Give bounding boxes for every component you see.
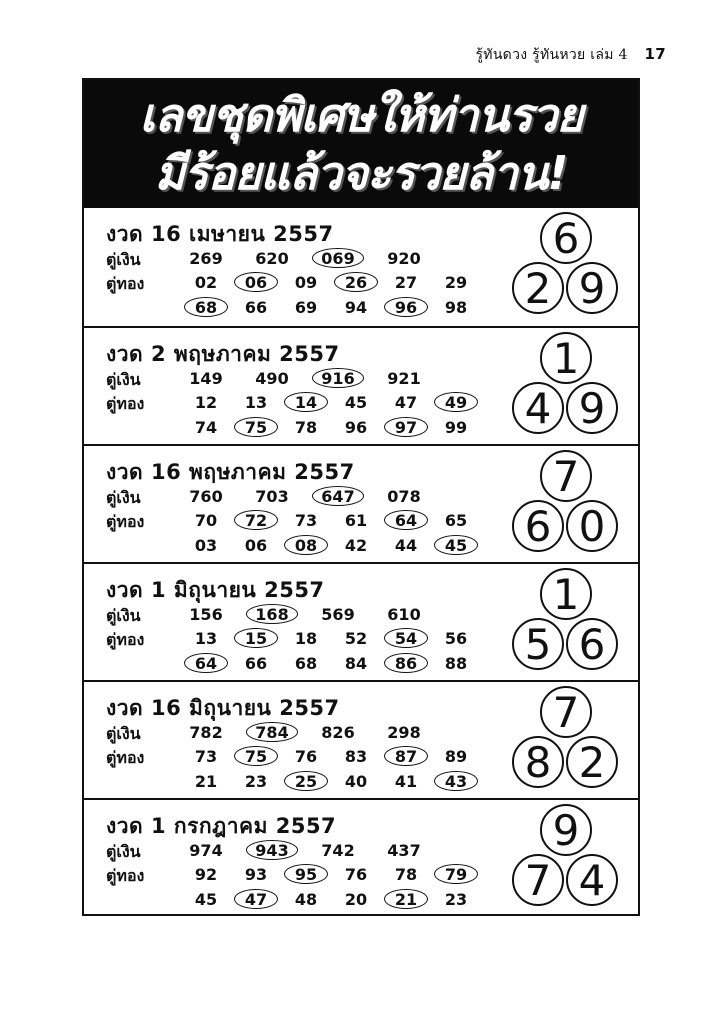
number: 703 (255, 487, 289, 506)
number: 45 (194, 890, 218, 909)
number: 269 (189, 249, 223, 268)
silver-label: ตู่เงิน (106, 488, 141, 507)
draw-block (84, 208, 638, 326)
number: 44 (394, 536, 418, 555)
triad-ball: 7 (540, 450, 592, 502)
triad-ball: 9 (540, 804, 592, 856)
number: 78 (394, 865, 418, 884)
banner-line-1: เลขชุดพิเศษให้ท่านรวย (139, 88, 583, 142)
banner-line-2: มีร้อยแล้วจะรวยล้าน! (154, 146, 568, 200)
number-triad (506, 804, 626, 914)
number: 03 (194, 536, 218, 555)
triad-ball: 7 (512, 854, 564, 906)
draw-title: งวด 16 พฤษภาคม 2557 (106, 460, 355, 484)
triad-ball: 9 (566, 382, 618, 434)
number: 974 (189, 841, 223, 860)
number: 69 (294, 298, 318, 317)
number: 12 (194, 393, 218, 412)
number: 826 (321, 723, 355, 742)
number: 078 (387, 487, 421, 506)
triad-ball: 1 (540, 568, 592, 620)
triad-ball: 5 (512, 618, 564, 670)
number: 83 (344, 747, 368, 766)
number: 76 (294, 747, 318, 766)
silver-label: ตู่เงิน (106, 250, 141, 269)
draw-title: งวด 1 กรกฎาคม 2557 (106, 814, 337, 838)
number: 93 (244, 865, 268, 884)
number: 298 (387, 723, 421, 742)
number: 27 (394, 273, 418, 292)
number: 61 (344, 511, 368, 530)
number: 96 (344, 418, 368, 437)
draw-block (84, 798, 638, 916)
number: 48 (294, 890, 318, 909)
triad-ball: 9 (566, 262, 618, 314)
circled-number: 47 (234, 889, 278, 909)
circled-number: 943 (246, 840, 298, 860)
triad-ball: 6 (540, 212, 592, 264)
number: 23 (244, 772, 268, 791)
gold-label: ตู่ทอง (106, 866, 145, 885)
circled-number: 21 (384, 889, 428, 909)
draw-title: งวด 2 พฤษภาคม 2557 (106, 342, 340, 366)
number: 47 (394, 393, 418, 412)
triad-ball: 0 (566, 500, 618, 552)
page-header (475, 44, 666, 66)
circled-number: 069 (312, 248, 364, 268)
draw-block (84, 680, 638, 798)
number: 70 (194, 511, 218, 530)
draw-list (84, 208, 638, 916)
circled-number: 08 (284, 535, 328, 555)
number: 66 (244, 654, 268, 673)
number: 42 (344, 536, 368, 555)
number: 88 (444, 654, 468, 673)
draw-block (84, 562, 638, 680)
circled-number: 72 (234, 510, 278, 530)
number: 569 (321, 605, 355, 624)
circled-number: 45 (434, 535, 478, 555)
triad-ball: 6 (566, 618, 618, 670)
number: 920 (387, 249, 421, 268)
number: 56 (444, 629, 468, 648)
circled-number: 54 (384, 628, 428, 648)
number: 73 (194, 747, 218, 766)
circled-number: 75 (234, 746, 278, 766)
draw-block (84, 444, 638, 562)
circled-number: 87 (384, 746, 428, 766)
circled-number: 68 (184, 297, 228, 317)
number-triad (506, 332, 626, 442)
circled-number: 79 (434, 864, 478, 884)
triad-ball: 1 (540, 332, 592, 384)
number: 18 (294, 629, 318, 648)
triad-ball: 4 (512, 382, 564, 434)
number: 13 (244, 393, 268, 412)
triad-ball: 6 (512, 500, 564, 552)
circled-number: 75 (234, 417, 278, 437)
circled-number: 25 (284, 771, 328, 791)
number: 13 (194, 629, 218, 648)
number: 21 (194, 772, 218, 791)
circled-number: 86 (384, 653, 428, 673)
circled-number: 647 (312, 486, 364, 506)
circled-number: 916 (312, 368, 364, 388)
number: 437 (387, 841, 421, 860)
number: 98 (444, 298, 468, 317)
triad-ball: 8 (512, 736, 564, 788)
triad-ball: 2 (566, 736, 618, 788)
number: 02 (194, 273, 218, 292)
number: 74 (194, 418, 218, 437)
number: 84 (344, 654, 368, 673)
number: 89 (444, 747, 468, 766)
number: 610 (387, 605, 421, 624)
number: 76 (344, 865, 368, 884)
gold-label: ตู่ทอง (106, 512, 145, 531)
silver-label: ตู่เงิน (106, 842, 141, 861)
silver-label: ตู่เงิน (106, 370, 141, 389)
gold-label: ตู่ทอง (106, 748, 145, 767)
number: 921 (387, 369, 421, 388)
draw-title: งวด 1 มิถุนายน 2557 (106, 578, 325, 602)
gold-label: ตู่ทอง (106, 394, 145, 413)
draw-title: งวด 16 มิถุนายน 2557 (106, 696, 340, 720)
number: 742 (321, 841, 355, 860)
silver-label: ตู่เงิน (106, 606, 141, 625)
draw-block (84, 326, 638, 444)
number: 156 (189, 605, 223, 624)
silver-label: ตู่เงิน (106, 724, 141, 743)
number: 09 (294, 273, 318, 292)
number: 78 (294, 418, 318, 437)
number: 68 (294, 654, 318, 673)
circled-number: 49 (434, 392, 478, 412)
number: 149 (189, 369, 223, 388)
number: 41 (394, 772, 418, 791)
number: 94 (344, 298, 368, 317)
number-triad (506, 450, 626, 560)
circled-number: 43 (434, 771, 478, 791)
number: 40 (344, 772, 368, 791)
circled-number: 784 (246, 722, 298, 742)
number: 23 (444, 890, 468, 909)
number: 29 (444, 273, 468, 292)
circled-number: 64 (384, 510, 428, 530)
gold-label: ตู่ทอง (106, 630, 145, 649)
circled-number: 14 (284, 392, 328, 412)
number: 66 (244, 298, 268, 317)
number-triad (506, 212, 626, 322)
circled-number: 64 (184, 653, 228, 673)
circled-number: 15 (234, 628, 278, 648)
number: 490 (255, 369, 289, 388)
book-title: รู้ทันดวง รู้ทันหวย เล่ม 4 (475, 47, 628, 63)
circled-number: 97 (384, 417, 428, 437)
gold-label: ตู่ทอง (106, 274, 145, 293)
circled-number: 06 (234, 272, 278, 292)
number: 20 (344, 890, 368, 909)
circled-number: 95 (284, 864, 328, 884)
number: 65 (444, 511, 468, 530)
triad-ball: 2 (512, 262, 564, 314)
number: 99 (444, 418, 468, 437)
triad-ball: 4 (566, 854, 618, 906)
circled-number: 26 (334, 272, 378, 292)
circled-number: 168 (246, 604, 298, 624)
page-number: 17 (644, 45, 666, 63)
number-triad (506, 568, 626, 678)
draw-title: งวด 16 เมษายน 2557 (106, 222, 334, 246)
lottery-frame (82, 78, 640, 916)
number: 52 (344, 629, 368, 648)
banner (84, 80, 638, 208)
number-triad (506, 686, 626, 796)
triad-ball: 7 (540, 686, 592, 738)
number: 620 (255, 249, 289, 268)
number: 06 (244, 536, 268, 555)
circled-number: 96 (384, 297, 428, 317)
number: 73 (294, 511, 318, 530)
number: 782 (189, 723, 223, 742)
number: 760 (189, 487, 223, 506)
number: 45 (344, 393, 368, 412)
number: 92 (194, 865, 218, 884)
